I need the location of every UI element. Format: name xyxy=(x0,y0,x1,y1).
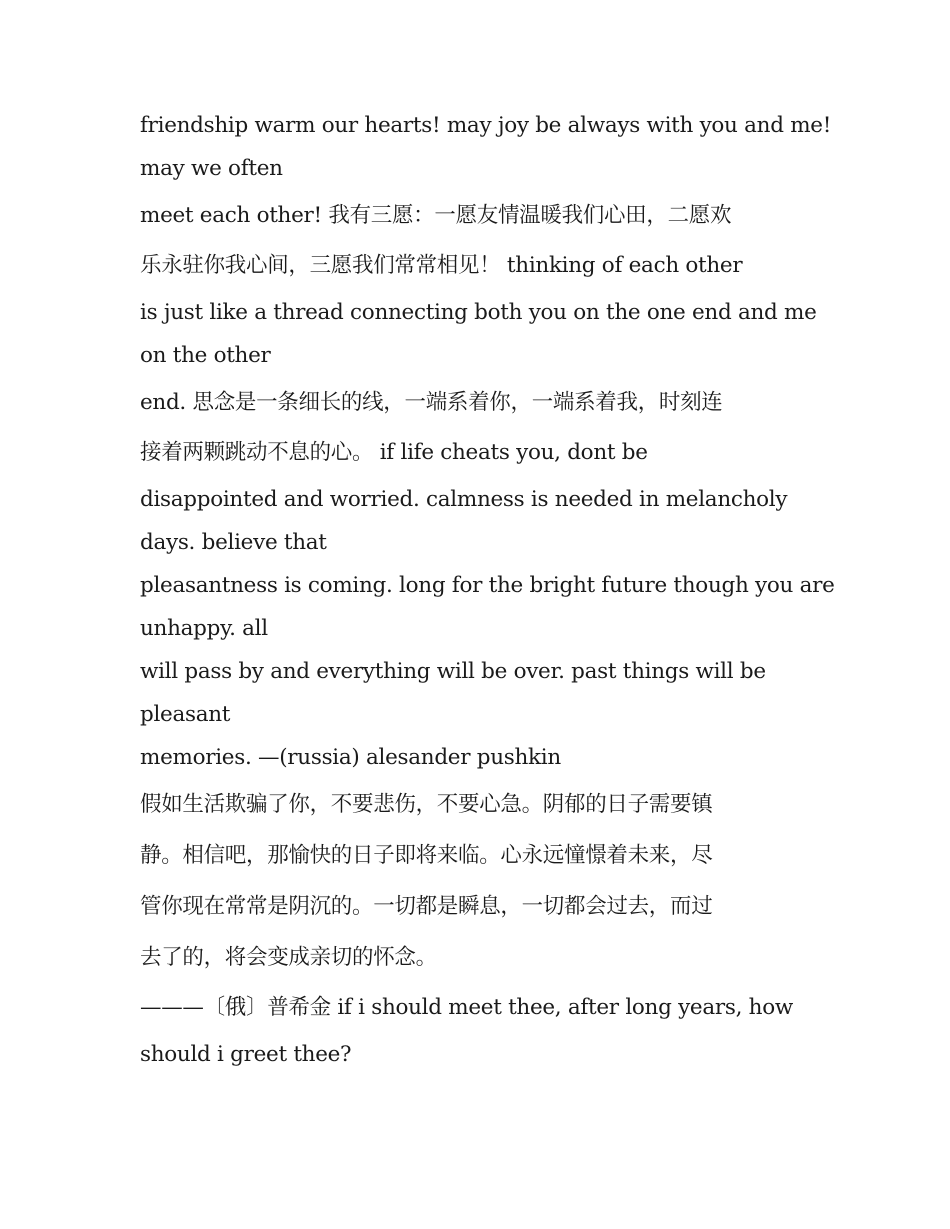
text-line: 去了的，将会变成亲切的怀念。 xyxy=(140,945,437,970)
text-line: 乐永驻你我心间，三愿我们常常相见！ thinking of each other xyxy=(140,253,743,278)
text-line: should i greet thee? xyxy=(140,1042,352,1067)
text-line: 静。相信吧，那愉快的日子即将来临。心永远憧憬着未来，尽 xyxy=(140,843,713,868)
text-line: 管你现在常常是阴沉的。一切都是瞬息，一切都会过去，而过 xyxy=(140,894,713,919)
text-line: memories. —(russia) alesander pushkin xyxy=(140,745,561,770)
text-line: ———〔俄〕普希金 if i should meet thee, after long years, how xyxy=(140,995,793,1020)
text-line: meet each other! 我有三愿：一愿友情温暖我们心田，二愿欢 xyxy=(140,203,732,228)
text-line: disappointed and worried. calmness is needed in melancholy xyxy=(140,487,788,512)
text-line: is just like a thread connecting both you on the one end and me xyxy=(140,300,817,325)
text-line: pleasant xyxy=(140,702,231,727)
text-line: end. 思念是一条细长的线，一端系着你，一端系着我，时刻连 xyxy=(140,390,723,415)
document-body xyxy=(140,104,835,1076)
text-line: days. believe that xyxy=(140,530,327,555)
text-line: unhappy. all xyxy=(140,616,268,641)
text-line: on the other xyxy=(140,343,271,368)
text-line: will pass by and everything will be over. past things will be xyxy=(140,659,766,684)
text-line: 假如生活欺骗了你，不要悲伤，不要心急。阴郁的日子需要镇 xyxy=(140,792,713,817)
text-line: friendship warm our hearts! may joy be always with you and me! xyxy=(140,113,832,138)
text-line: pleasantness is coming. long for the bright future though you are xyxy=(140,573,835,598)
text-line: 接着两颗跳动不息的心。 if life cheats you, dont be xyxy=(140,440,648,465)
text-line: may we often xyxy=(140,156,283,181)
